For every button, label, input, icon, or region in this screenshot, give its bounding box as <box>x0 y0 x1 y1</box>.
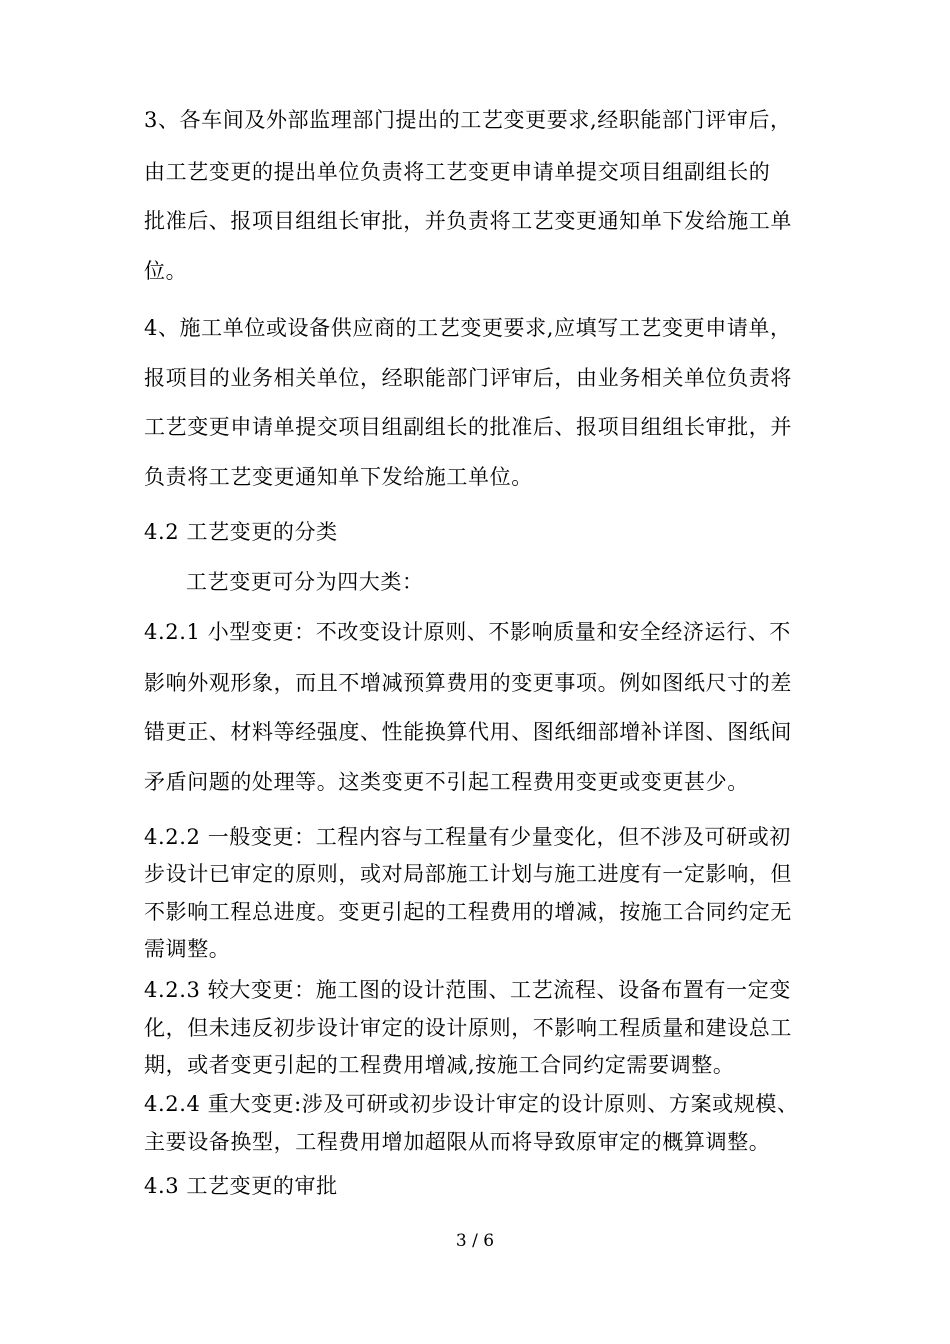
paragraph-4-line-4: 负责将工艺变更通知单下发给施工单位。 <box>144 465 533 489</box>
section-4-2-2-line-4: 需调整。 <box>144 937 231 961</box>
section-4-2-intro: 工艺变更可分为四大类： <box>186 570 424 594</box>
paragraph-3-line-2: 由工艺变更的提出单位负责将工艺变更申请单提交项目组副组长的 <box>144 160 771 184</box>
section-4-2-1-line-4: 矛盾问题的处理等。这类变更不引起工程费用变更或变更甚少。 <box>144 770 749 794</box>
paragraph-3-line-3: 批准后、报项目组组长审批，并负责将工艺变更通知单下发给施工单 <box>144 209 792 233</box>
section-4-3-heading: 4.3 工艺变更的审批 <box>144 1174 338 1198</box>
section-4-2-heading: 4.2 工艺变更的分类 <box>144 520 338 544</box>
section-4-2-4-line-1: 4.2.4 重大变更:涉及可研或初步设计审定的设计原则、方案或规模、 <box>144 1092 799 1116</box>
section-4-2-1-line-1: 4.2.1 小型变更：不改变设计原则、不影响质量和安全经济运行、不 <box>144 620 791 644</box>
section-4-2-4-line-2: 主要设备换型，工程费用增加超限从而将导致原审定的概算调整。 <box>144 1130 771 1154</box>
paragraph-3-line-4: 位。 <box>144 259 188 283</box>
section-4-2-1-line-2: 影响外观形象，而且不增减预算费用的变更事项。例如图纸尺寸的差 <box>144 671 792 695</box>
section-4-2-2-line-1: 4.2.2 一般变更：工程内容与工程量有少量变化，但不涉及可研或初 <box>144 825 791 849</box>
section-4-2-2-line-2: 步设计已审定的原则，或对局部施工计划与施工进度有一定影响，但 <box>144 862 792 886</box>
section-4-2-3-line-3: 期，或者变更引起的工程费用增减,按施工合同约定需要调整。 <box>144 1053 735 1077</box>
paragraph-4-line-2: 报项目的业务相关单位，经职能部门评审后，由业务相关单位负责将 <box>144 366 792 390</box>
paragraph-3-line-1: 3、各车间及外部监理部门提出的工艺变更要求,经职能部门评审后， <box>144 108 792 132</box>
paragraph-4-line-3: 工艺变更申请单提交项目组副组长的批准后、报项目组组长审批，并 <box>144 415 792 439</box>
section-4-2-2-line-3: 不影响工程总进度。变更引起的工程费用的增减，按施工合同约定无 <box>144 900 792 924</box>
paragraph-4-line-1: 4、施工单位或设备供应商的工艺变更要求,应填写工艺变更申请单， <box>144 316 792 340</box>
section-4-2-1-line-3: 错更正、材料等经强度、性能换算代用、图纸细部增补详图、图纸间 <box>144 720 792 744</box>
page-number: 3 / 6 <box>455 1231 495 1251</box>
section-4-2-3-line-1: 4.2.3 较大变更：施工图的设计范围、工艺流程、设备布置有一定变 <box>144 978 791 1002</box>
section-4-2-3-line-2: 化，但未违反初步设计审定的设计原则，不影响工程质量和建设总工 <box>144 1016 792 1040</box>
